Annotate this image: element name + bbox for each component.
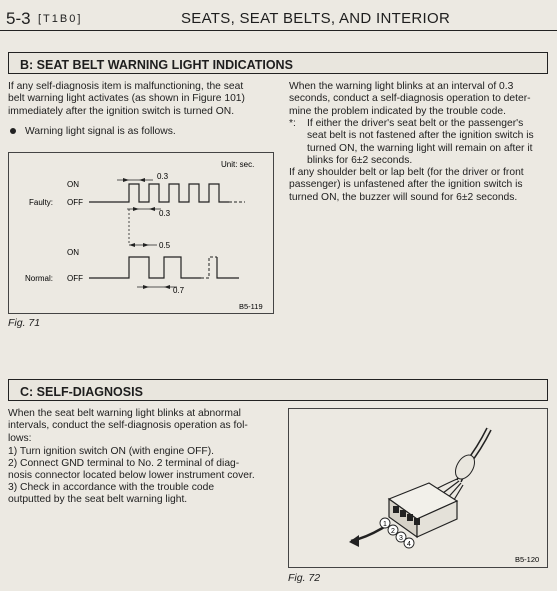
figure-72-box [288,408,548,568]
step-2-cont: nosis connector located below lower instrument cover. [8,470,255,481]
text-line: When the warning light blinks at an interval of 0.3 [289,81,514,92]
timing-diagram [9,153,273,313]
arrow-icon [139,178,145,182]
figure-71-box [8,152,274,314]
section-b-right-para [289,81,540,118]
step-1: 1) Turn ignition switch ON (with engine OFF). [8,446,215,457]
terminal-cavity [407,514,413,521]
figure-71-caption: Fig. 71 [8,317,41,329]
unit-label: Unit: sec. [221,160,255,169]
terminal-cavity [393,506,399,513]
note-marker: *: [289,118,296,129]
faulty-on-time: 0.3 [157,172,169,181]
faulty-label: Faulty: [29,198,54,207]
page-title: SEATS, SEAT BELTS, AND INTERIOR [181,10,451,27]
text-line: lows: [8,432,32,444]
step-3: 3) Check in accordance with the trouble code [8,482,215,493]
figure-72-caption: Fig. 72 [288,572,321,584]
text-line: intervals, conduct the self-diagnosis operation as fol- [8,420,248,432]
normal-tail [217,257,239,278]
section-b-heading: B: SEAT BELT WARNING LIGHT INDICATIONS [8,52,548,74]
faulty-off-time: 0.3 [159,209,171,218]
normal-on-label: ON [67,248,79,257]
terminal-cavity [414,518,420,525]
pin-1-label: 1 [383,521,387,528]
arrow-icon [149,207,155,211]
text-line: mine the problem indicated by the trouble code. [289,105,506,117]
normal-waveform [89,257,201,278]
step-3-cont: outputted by the seat belt warning light. [8,494,188,505]
faulty-on-label: ON [67,180,79,189]
arrow-icon [143,243,149,247]
note-text [307,118,540,167]
text-line: belt warning light activates (as shown in Figure 101) [8,93,245,105]
text-line: If either the driver's seat belt or the passenger's [307,118,524,129]
normal-continue [201,257,217,278]
page-number: 5-3 [6,9,31,28]
step-2: 2) Connect GND terminal to No. 2 terminal of diag- [8,458,240,469]
arrow-icon [143,285,149,289]
text-line: seconds, conduct a self-diagnosis operation to deter- [289,93,531,105]
page-code: [T1B0] [38,13,83,25]
text-line: turned ON, the buzzer will sound for 6±2 seconds. [289,191,518,203]
section-b-intro [8,81,274,118]
pin-2-label: 2 [391,528,395,535]
text-line: If any self-diagnosis item is malfunctioning, the seat [8,81,244,92]
title-rule [0,30,557,31]
normal-label: Normal: [25,274,54,283]
arrow-icon [349,535,359,547]
connector-diagram [289,409,547,567]
pin-3-label: 3 [399,535,403,542]
text-line: When the seat belt warning light blinks at abnormal [8,408,241,419]
arrow-icon [133,207,139,211]
bullet-icon [10,128,16,134]
text-line: passenger) is unfastened after the ignition switch is [289,179,523,191]
normal-off-time: 0.7 [173,286,185,295]
faulty-off-label: OFF [67,198,83,207]
figure-code: B5-119 [239,302,263,311]
section-b-right-para-2 [289,167,540,204]
bullet-item [10,126,176,137]
terminal-cavity [400,510,406,517]
arrow-icon [123,178,129,182]
text-line: blinks for 6±2 seconds. [307,154,413,166]
arrow-icon [129,243,135,247]
normal-on-time: 0.5 [159,241,171,250]
text-line: If any shoulder belt or lap belt (for the driver or front [289,167,524,178]
text-line: seat belt is not fastened after the ignition switch is [307,130,534,142]
faulty-waveform [89,184,229,202]
section-c-heading: C: SELF-DIAGNOSIS [8,379,548,401]
arrow-icon [164,285,170,289]
bullet-text: Warning light signal is as follows. [25,126,176,137]
text-line: immediately after the ignition switch is turned ON. [8,105,235,117]
normal-off-label: OFF [67,274,83,283]
pin-4-label: 4 [407,541,411,548]
text-line: turned ON, the warning light will remain on after it [307,142,533,154]
figure-code: B5-120 [515,555,540,564]
section-c-intro [8,408,274,445]
